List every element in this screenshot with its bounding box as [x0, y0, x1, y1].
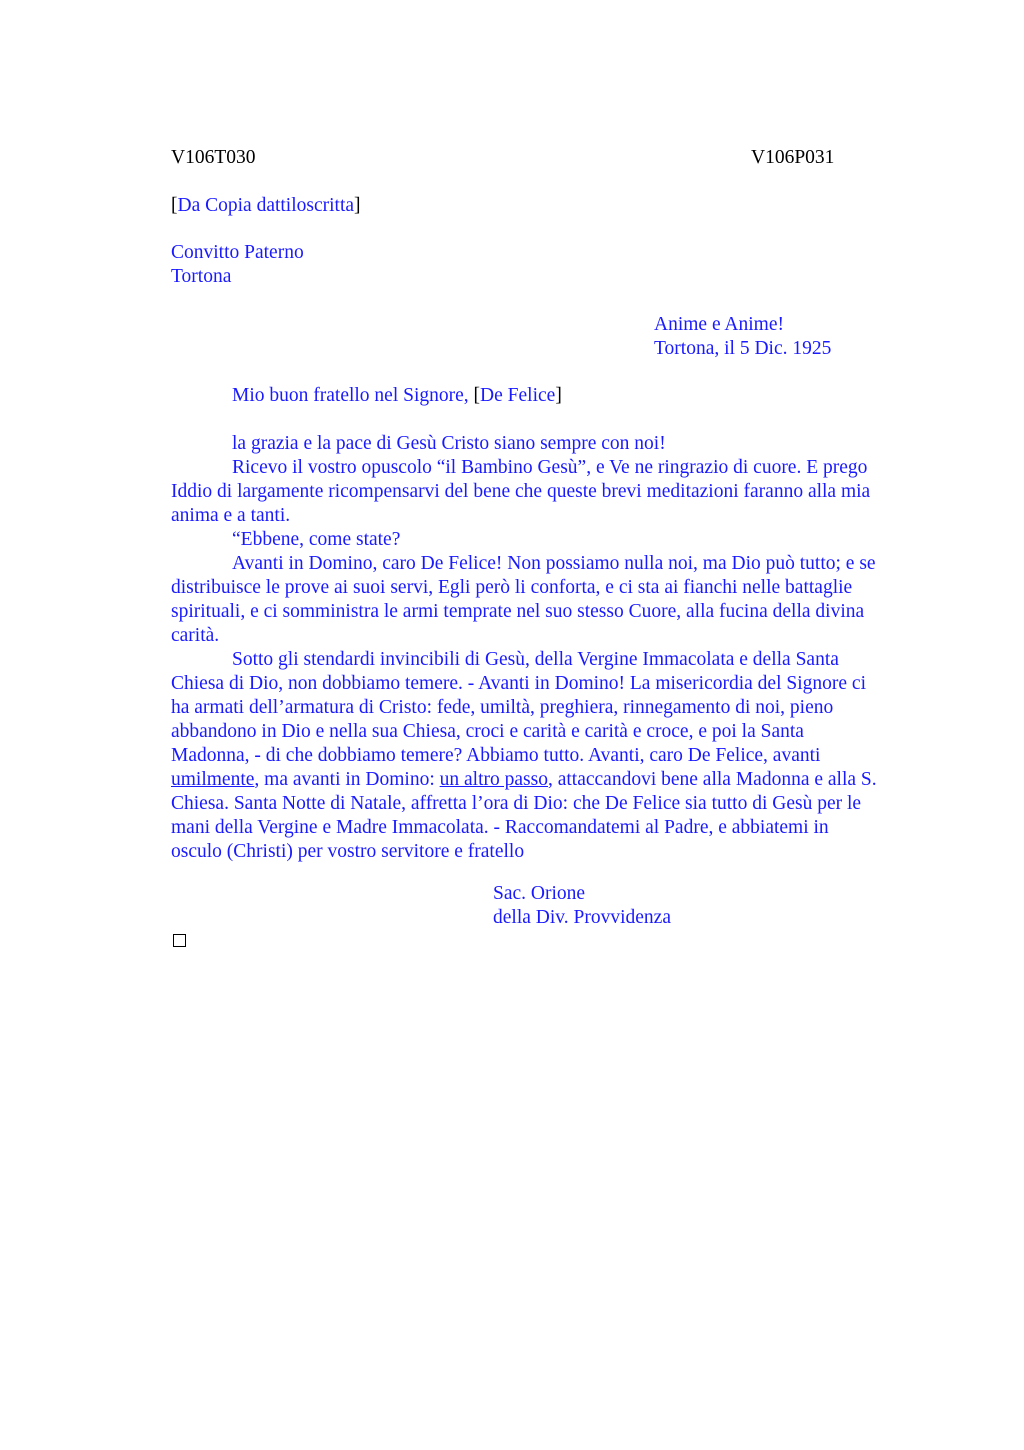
header-left-code: V106T030	[171, 147, 256, 168]
source-note-open-bracket: [	[171, 195, 178, 216]
body-line: ha armati dell’armatura di Cristo: fede, umiltà, preghiera, rinnegamento di noi, pieno	[171, 697, 834, 718]
empty-square-glyph	[173, 934, 186, 947]
header-right-code: V106P031	[751, 147, 835, 168]
salutation-close-bracket: ]	[555, 385, 562, 406]
body-line: Chiesa di Dio, non dobbiamo temere. - Avanti in Domino! La misericordia del Signore ci	[171, 673, 866, 694]
salutation-open-bracket: [	[473, 385, 481, 406]
address-line-2: Tortona	[171, 266, 232, 287]
underlined-umilmente: umilmente	[171, 769, 255, 790]
body-line: Chiesa. Santa Notte di Natale, affretta l’ora di Dio: che De Felice sia tutto di Gesù per le	[171, 793, 862, 814]
recipient-address	[171, 241, 304, 289]
body-line-fragment: , ma avanti in Domino:	[254, 769, 440, 790]
body-line: osculo (Christi) per vostro servitore e fratello	[171, 841, 525, 862]
salutation	[232, 384, 562, 408]
body-paragraph-1: la grazia e la pace di Gesù Cristo siano sempre con noi!	[232, 433, 666, 454]
body-line: distribuisce le prove ai suoi servi, Egli però li conforta, e ci sta ai fianchi nelle battaglie	[171, 577, 853, 598]
source-note	[171, 194, 361, 218]
body-paragraph-3: “Ebbene, come state?	[232, 529, 401, 550]
body-line: Iddio di largamente ricompensarvi del bene che queste brevi meditazioni faranno alla mia	[171, 481, 871, 502]
body-line-fragment: , attaccandovi bene alla Madonna e alla S.	[547, 769, 877, 790]
body-line: carità.	[171, 625, 220, 646]
letter-body	[171, 432, 921, 864]
body-line: mani della Vergine e Madre Immacolata. - Raccomandatemi al Padre, e abbiatemi in	[171, 817, 829, 838]
body-line: Sotto gli stendardi invincibili di Gesù, della Vergine Immacolata e della Santa	[232, 649, 839, 670]
body-line: Ricevo il vostro opuscolo “il Bambino Gesù”, e Ve ne ringrazio di cuore. E prego	[232, 457, 868, 478]
underlined-un-altro-passo: un altro passo	[439, 769, 548, 790]
body-line: abbandono in Dio e nella sua Chiesa, croci e carità e carità e croce, e poi la Santa	[171, 721, 804, 742]
signature-name: Sac. Orione	[493, 883, 586, 904]
body-line: spirituali, e ci somministra le armi temprate nel suo stesso Cuore, alla fucina della divina	[171, 601, 865, 622]
dateline	[654, 313, 831, 361]
address-line-1: Convitto Paterno	[171, 242, 304, 263]
body-line-underlined	[171, 768, 921, 792]
salutation-name: De Felice	[480, 385, 556, 406]
signature-title: della Div. Provvidenza	[493, 907, 671, 928]
motto: Anime e Anime!	[654, 314, 784, 335]
body-line: Madonna, - di che dobbiamo temere? Abbiamo tutto. Avanti, caro De Felice, avanti	[171, 745, 821, 766]
signature	[493, 882, 671, 930]
body-line: Avanti in Domino, caro De Felice! Non possiamo nulla noi, ma Dio può tutto; e se	[232, 553, 876, 574]
salutation-text: Mio buon fratello nel Signore,	[232, 385, 474, 406]
source-note-text: Da Copia dattiloscritta	[177, 195, 355, 216]
place-date: Tortona, il 5 Dic. 1925	[654, 338, 832, 359]
source-note-close-bracket: ]	[354, 195, 361, 216]
body-line: anima e a tanti.	[171, 505, 291, 526]
